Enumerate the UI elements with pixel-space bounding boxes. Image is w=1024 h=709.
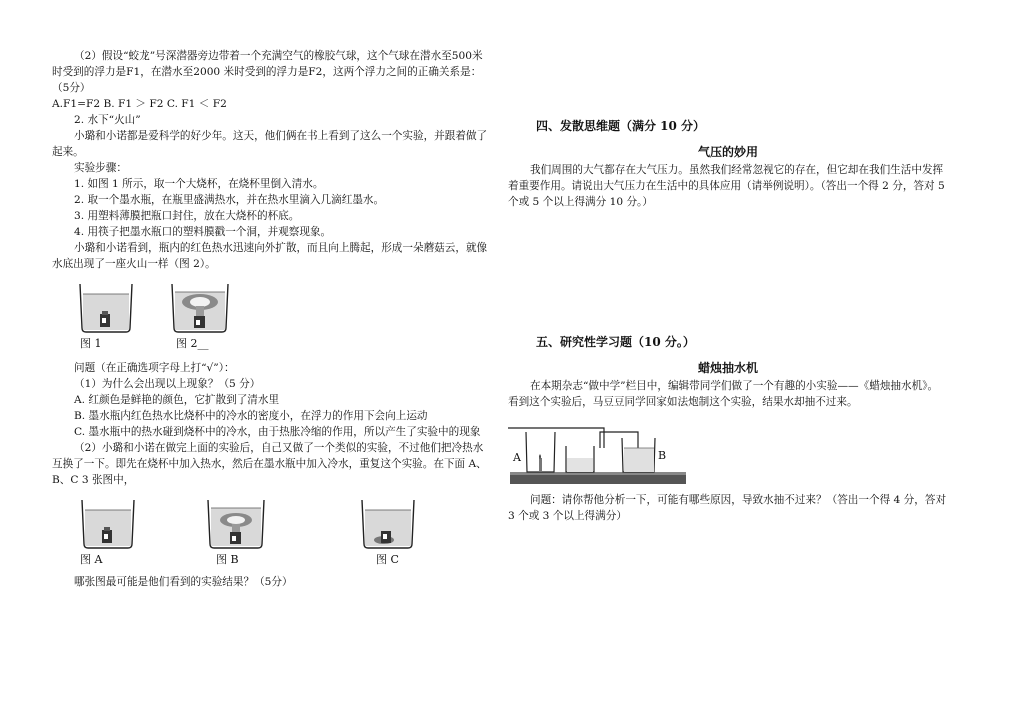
- sub-question-1: （1）为什么会出现以上现象？（5 分）: [74, 378, 261, 390]
- section-4-heading: 四、发散思维题（满分 10 分）: [536, 119, 706, 133]
- caption-figure-2: 图 2__: [176, 337, 209, 350]
- option-b[interactable]: B. 墨水瓶内红色热水比烧杯中的冷水的密度小，在浮力的作用下会向上运动: [74, 410, 428, 422]
- caption-figure-1: 图 1: [80, 337, 102, 350]
- figure-row-abc: [52, 492, 492, 550]
- step-3: 3. 用塑料薄膜把瓶口封住，放在大烧杯的杯底。: [74, 210, 300, 222]
- option-a[interactable]: A. 红颜色是鲜艳的颜色，它扩散到了清水里: [74, 394, 280, 406]
- intro-paragraph: 小璐和小诺都是爱科学的好少年。这天，他们俩在书上看到了这么一个实验，并跟着做了起来。: [52, 130, 488, 158]
- question-intro: 问题（在正确选项字母上打“√”）：: [74, 362, 235, 374]
- candle-pump-figure: [508, 418, 688, 490]
- section-5-question: 问题：请你帮他分析一下，可能有哪些原因，导致水抽不过来？（答出一个得 4 分，答对 3 个或 3 个以上得满分）: [508, 494, 947, 522]
- figure-captions-abc: [52, 552, 492, 568]
- beaker-figure-b: [204, 496, 268, 550]
- left-column: [52, 48, 492, 590]
- caption-figure-c: 图 C: [376, 553, 399, 566]
- section-4-text: 我们周围的大气都存在大气压力。虽然我们经常忽视它的存在，但它却在我们生活中发挥着重要作用。请说出大气压力在生活中的具体应用（请举例说明）。（答出一个得 2 分，答对 5 个或 5 个以上得满分 10 分。）: [508, 164, 945, 208]
- beaker-figure-a: [78, 496, 138, 550]
- steps-label: 实验步骤：: [74, 162, 127, 174]
- caption-figure-b: 图 B: [216, 553, 239, 566]
- step-2: 2. 取一个墨水瓶，在瓶里盛满热水，并在热水里滴入几滴红墨水。: [74, 194, 385, 206]
- section-5-heading: 五、研究性学习题（10 分。）: [536, 335, 695, 349]
- sub-question-2: （2）小璐和小诺在做完上面的实验后，自己又做了一个类似的实验，不过他们把冷热水互换了一下。即先在烧杯中加入热水，然后在墨水瓶中加入冷水，重复这个实验。在下面 A、B、C 3 张图中，: [52, 442, 487, 486]
- vessel-label-a: A: [513, 451, 521, 464]
- vessel-label-b: B: [658, 449, 667, 462]
- section-5-title: 蜡烛抽水机: [697, 361, 758, 375]
- figure-captions-1-2: [52, 336, 492, 352]
- observation-paragraph: 小璐和小诺看到，瓶内的红色热水迅速向外扩散，而且向上腾起，形成一朵蘑菇云，就像水底出现了一座火山一样（图 2）。: [52, 242, 488, 270]
- final-question: 哪张图最可能是他们看到的实验结果？（5分）: [74, 576, 293, 588]
- section-5-text: 在本期杂志“做中学”栏目中，编辑带同学们做了一个有趣的小实验——《蜡烛抽水机》。看到这个实验后，马豆豆同学回家如法炮制这个实验，结果水却抽不过来。: [508, 380, 939, 408]
- question-2-text: （2）假设“蛟龙”号深潜器旁边带着一个充满空气的橡胶气球，这个气球在潜水至500米时受到的浮力是F1，在潜水至2000 米时受到的浮力是F2，这两个浮力之间的正确关系是：（5分）: [52, 50, 483, 94]
- right-column: [508, 48, 948, 524]
- section-2-title: 2. 水下“火山”: [74, 114, 141, 126]
- step-4: 4. 用筷子把墨水瓶口的塑料膜戳一个洞，并观察现象。: [74, 226, 332, 238]
- step-1: 1. 如图 1 所示，取一个大烧杯，在烧杯里倒入清水。: [74, 178, 324, 190]
- section-4-title: 气压的妙用: [697, 145, 758, 159]
- beaker-figure-c: [358, 496, 418, 550]
- beaker-figure-1: [76, 280, 136, 334]
- question-2-options: A.F1=F2 B. F1 ＞ F2 C. F1 ＜ F2: [52, 98, 227, 110]
- caption-figure-a: 图 A: [80, 553, 103, 566]
- beaker-figure-2: [168, 280, 232, 334]
- option-c[interactable]: C. 墨水瓶中的热水碰到烧杯中的冷水，由于热胀冷缩的作用，所以产生了实验中的现象: [74, 426, 481, 438]
- figure-row-1-2: [52, 276, 492, 334]
